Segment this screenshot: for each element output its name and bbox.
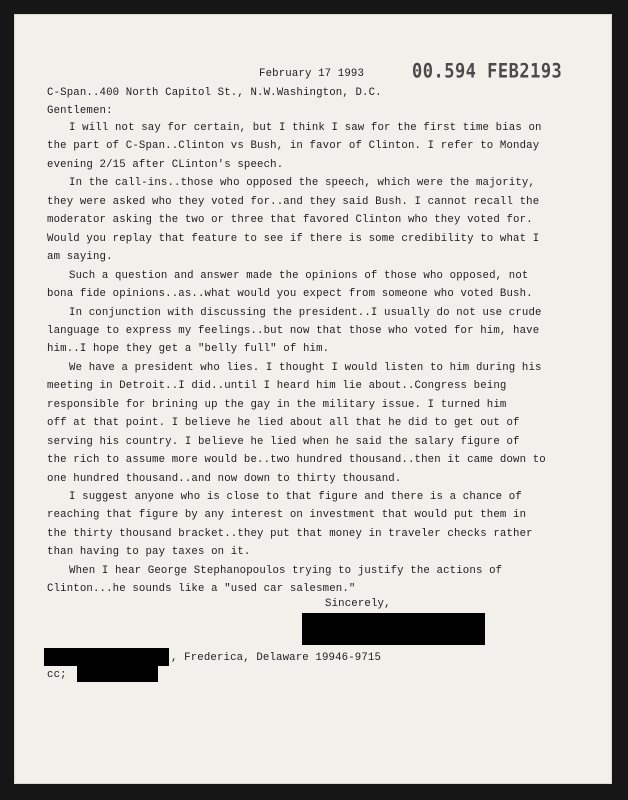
body-line: language to express my feelings..but now that those who voted for him, have: [47, 324, 540, 337]
sender-name-redaction: [44, 648, 169, 666]
body-line: the rich to assume more would be..two hundred thousand..then it came down to: [47, 454, 546, 467]
body-line: bona fide opinions..as..what would you expect from someone who voted Bush.: [47, 288, 533, 301]
body-line: In the call-ins..those who opposed the speech, which were the majority,: [69, 177, 536, 190]
body-line: am saying.: [47, 251, 113, 264]
body-line: Clinton...he sounds like a "used car salesmen.": [47, 583, 356, 596]
body-line: reaching that figure by any interest on investment that would put them in: [47, 509, 527, 522]
received-stamp: 00.594 FEB2193: [412, 60, 563, 83]
closing: Sincerely,: [325, 598, 391, 610]
signature-redaction: [302, 613, 485, 645]
body-line: him..I hope they get a "belly full" of him.: [47, 343, 330, 356]
cc-redaction: [77, 666, 158, 682]
recipient-address: C-Span..400 North Capitol St., N.W.Washington, D.C.: [47, 87, 382, 99]
body-line: I suggest anyone who is close to that figure and there is a chance of: [69, 491, 522, 503]
letter-date: February 17 1993: [259, 68, 365, 80]
body-line: evening 2/15 after CLinton's speech.: [47, 158, 284, 171]
body-line: moderator asking the two or three that favored Clinton who they voted for.: [47, 214, 533, 227]
body-line: than having to pay taxes on it.: [47, 546, 251, 559]
body-line: I will not say for certain, but I think I saw for the first time bias on: [69, 122, 542, 134]
sender-address: , Frederica, Delaware 19946-9715: [171, 652, 382, 664]
cc-label: cc;: [47, 669, 67, 681]
body-line: the thirty thousand bracket..they put that money in traveler checks rather: [47, 527, 533, 540]
body-line: We have a president who lies. I thought I would listen to him during his: [69, 361, 542, 374]
body-line: In conjunction with discussing the president..I usually do not use crude: [69, 306, 542, 319]
body-line: they were asked who they voted for..and they said Bush. I cannot recall the: [47, 195, 540, 208]
body-line: the part of C-Span..Clinton vs Bush, in favor of Clinton. I refer to Monday: [47, 140, 540, 153]
body-line: Would you replay that feature to see if there is some credibility to what I: [47, 232, 540, 245]
salutation: Gentlemen:: [47, 105, 113, 117]
body-line: meeting in Detroit..I did..until I heard him lie about..Congress being: [47, 380, 507, 393]
body-line: serving his country. I believe he lied when he said the salary figure of: [47, 435, 520, 448]
body-line: Such a question and answer made the opinions of those who opposed, not: [69, 269, 529, 282]
body-line: responsible for brining up the gay in the military issue. I turned him: [47, 398, 507, 411]
body-line: When I hear George Stephanopoulos trying to justify the actions of: [69, 564, 503, 577]
body-line: off at that point. I believe he lied about all that he did to get out of: [47, 417, 520, 430]
body-line: one hundred thousand..and now down to thirty thousand.: [47, 472, 402, 485]
